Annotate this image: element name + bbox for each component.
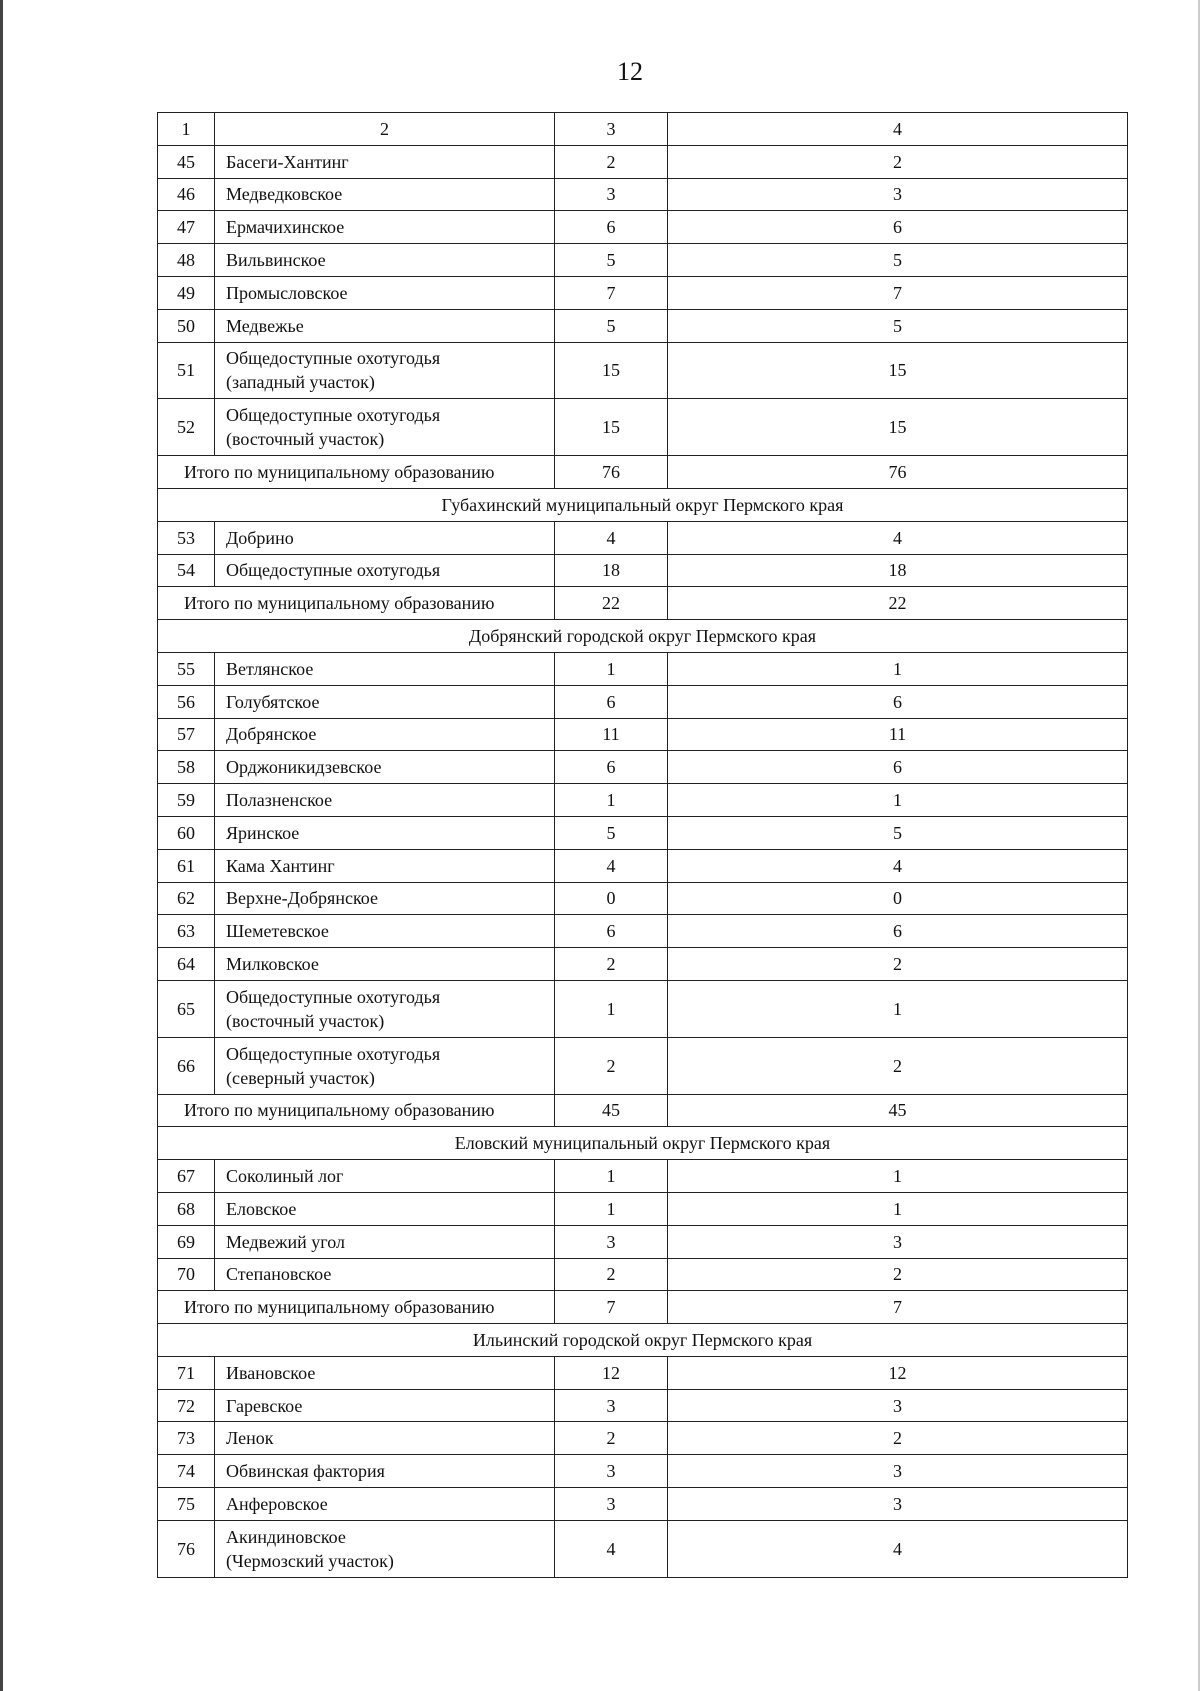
column-4-value: 2	[668, 1258, 1128, 1291]
total-label: Итого по муниципальному образованию	[158, 587, 555, 620]
table-row	[158, 980, 1128, 1037]
table-row	[158, 751, 1128, 784]
hunting-ground-name	[215, 276, 555, 309]
column-4-value: 2	[668, 948, 1128, 981]
table-row	[158, 211, 1128, 244]
table-row	[158, 1037, 1128, 1094]
name-line: Верхне-Добрянское	[226, 888, 378, 909]
name-line: Кама Хантинг	[226, 855, 335, 876]
column-3-value: 3	[555, 1455, 668, 1488]
total-row	[158, 587, 1128, 620]
row-number: 51	[158, 342, 215, 399]
table-row	[158, 554, 1128, 587]
name-line: Ивановское	[226, 1362, 316, 1383]
column-4-value: 1	[668, 1160, 1128, 1193]
name-line: Медвежье	[226, 315, 304, 336]
row-number: 69	[158, 1225, 215, 1258]
row-number: 61	[158, 849, 215, 882]
column-4-value: 4	[668, 1520, 1128, 1577]
row-number: 57	[158, 718, 215, 751]
row-number: 68	[158, 1192, 215, 1225]
column-4-value: 3	[668, 1455, 1128, 1488]
column-3-value: 7	[555, 276, 668, 309]
column-3-value: 3	[555, 178, 668, 211]
name-line: (северный участок)	[226, 1067, 375, 1088]
table-row	[158, 521, 1128, 554]
hunting-ground-name	[215, 1192, 555, 1225]
total-value: 76	[555, 456, 668, 489]
column-4-value: 5	[668, 816, 1128, 849]
name-line: (восточный участок)	[226, 1010, 385, 1031]
row-number: 74	[158, 1455, 215, 1488]
row-number: 62	[158, 882, 215, 915]
hunting-ground-name	[215, 1455, 555, 1488]
column-4-value: 12	[668, 1356, 1128, 1389]
page-number: 12	[617, 57, 643, 86]
total-value: 7	[668, 1291, 1128, 1324]
table-row	[158, 948, 1128, 981]
row-number: 48	[158, 244, 215, 277]
column-3-value: 1	[555, 980, 668, 1037]
section-heading-row	[158, 1127, 1128, 1160]
column-4-value: 5	[668, 309, 1128, 342]
column-3-value: 2	[555, 1258, 668, 1291]
name-line: Общедоступные охотугодья	[226, 560, 441, 581]
hunting-ground-name	[215, 784, 555, 817]
hunting-ground-name	[215, 1225, 555, 1258]
table-row	[158, 309, 1128, 342]
name-line: Яринское	[226, 822, 300, 843]
column-4-value: 15	[668, 342, 1128, 399]
table-row	[158, 652, 1128, 685]
hunting-ground-name	[215, 309, 555, 342]
column-3-value: 5	[555, 816, 668, 849]
table-row	[158, 1488, 1128, 1521]
name-line: Соколиный лог	[226, 1166, 344, 1186]
name-line: Добрино	[226, 527, 294, 548]
column-header: 2	[215, 113, 555, 146]
column-header: 3	[555, 113, 668, 146]
row-number: 66	[158, 1037, 215, 1094]
name-line: Еловское	[226, 1198, 297, 1219]
column-3-value: 1	[555, 1192, 668, 1225]
column-3-value: 6	[555, 751, 668, 784]
name-line: Орджоникидзевское	[226, 757, 382, 778]
hunting-ground-name	[215, 652, 555, 685]
row-number: 52	[158, 399, 215, 456]
column-3-value: 15	[555, 399, 668, 456]
hunting-ground-name	[215, 1258, 555, 1291]
column-3-value: 5	[555, 244, 668, 277]
table-row	[158, 685, 1128, 718]
column-3-value: 1	[555, 652, 668, 685]
column-header: 1	[158, 113, 215, 146]
total-value: 7	[555, 1291, 668, 1324]
table-row	[158, 1422, 1128, 1455]
hunting-ground-name	[215, 1160, 555, 1193]
column-4-value: 3	[668, 1488, 1128, 1521]
name-line: Вильвинское	[226, 250, 326, 271]
table-row	[158, 882, 1128, 915]
row-number: 50	[158, 309, 215, 342]
table-row	[158, 178, 1128, 211]
table-row	[158, 1455, 1128, 1488]
column-3-value: 2	[555, 1037, 668, 1094]
name-line: (восточный участок)	[226, 429, 385, 450]
section-heading: Ильинский городской округ Пермского края	[158, 1324, 1128, 1357]
row-number: 60	[158, 816, 215, 849]
name-line: Общедоступные охотугодья	[226, 348, 441, 369]
column-4-value: 6	[668, 915, 1128, 948]
row-number: 45	[158, 145, 215, 178]
row-number: 47	[158, 211, 215, 244]
total-label: Итого по муниципальному образованию	[158, 456, 555, 489]
hunting-ground-name	[215, 816, 555, 849]
name-line: (Чермозский участок)	[226, 1550, 394, 1571]
column-3-value: 2	[555, 145, 668, 178]
hunting-ground-name	[215, 178, 555, 211]
name-line: Басеги-Хантинг	[226, 151, 349, 172]
hunting-ground-name	[215, 1422, 555, 1455]
total-value: 45	[668, 1094, 1128, 1127]
total-row	[158, 1094, 1128, 1127]
hunting-ground-name	[215, 980, 555, 1037]
column-4-value: 1	[668, 1192, 1128, 1225]
name-line: Гаревское	[226, 1395, 303, 1416]
column-4-value: 3	[668, 1225, 1128, 1258]
name-line: Общедоступные охотугодья	[226, 986, 441, 1007]
total-row	[158, 1291, 1128, 1324]
section-heading-row	[158, 620, 1128, 653]
table-row	[158, 816, 1128, 849]
column-3-value: 4	[555, 521, 668, 554]
section-heading-row	[158, 488, 1128, 521]
row-number: 53	[158, 521, 215, 554]
section-heading-row	[158, 1324, 1128, 1357]
hunting-ground-name	[215, 342, 555, 399]
hunting-grounds-table	[157, 112, 1128, 1578]
column-4-value: 6	[668, 685, 1128, 718]
column-3-value: 6	[555, 915, 668, 948]
table-body	[158, 113, 1128, 1578]
name-line: Ермачихинское	[226, 217, 345, 238]
hunting-ground-name	[215, 1520, 555, 1577]
total-label: Итого по муниципальному образованию	[158, 1094, 555, 1127]
table-row	[158, 1520, 1128, 1577]
hunting-ground-name	[215, 849, 555, 882]
column-3-value: 4	[555, 1520, 668, 1577]
hunting-ground-name	[215, 1037, 555, 1094]
column-4-value: 1	[668, 980, 1128, 1037]
name-line: Общедоступные охотугодья	[226, 405, 441, 426]
table-row	[158, 1389, 1128, 1422]
row-number: 58	[158, 751, 215, 784]
total-value: 22	[668, 587, 1128, 620]
name-line: Добрянское	[226, 724, 317, 745]
row-number: 56	[158, 685, 215, 718]
row-number: 71	[158, 1356, 215, 1389]
hunting-ground-name	[215, 521, 555, 554]
table-row	[158, 145, 1128, 178]
column-4-value: 2	[668, 1422, 1128, 1455]
hunting-ground-name	[215, 751, 555, 784]
row-number: 76	[158, 1520, 215, 1577]
column-3-value: 6	[555, 685, 668, 718]
row-number: 72	[158, 1389, 215, 1422]
hunting-ground-name	[215, 244, 555, 277]
column-3-value: 11	[555, 718, 668, 751]
column-3-value: 2	[555, 1422, 668, 1455]
row-number: 75	[158, 1488, 215, 1521]
column-3-value: 4	[555, 849, 668, 882]
section-heading: Добрянский городской округ Пермского края	[158, 620, 1128, 653]
row-number: 63	[158, 915, 215, 948]
column-3-value: 1	[555, 784, 668, 817]
table-row	[158, 849, 1128, 882]
column-3-value: 15	[555, 342, 668, 399]
name-line: Обвинская фактория	[226, 1461, 385, 1482]
column-4-value: 3	[668, 178, 1128, 211]
name-line: Медведковское	[226, 184, 343, 205]
hunting-ground-name	[215, 145, 555, 178]
name-line: Голубятское	[226, 691, 320, 712]
column-4-value: 2	[668, 1037, 1128, 1094]
table-row	[158, 915, 1128, 948]
column-3-value: 0	[555, 882, 668, 915]
scan-edge-left	[0, 0, 3, 1691]
column-4-value: 6	[668, 751, 1128, 784]
name-line: (западный участок)	[226, 372, 375, 393]
name-line: Ветлянское	[226, 658, 314, 679]
table-row	[158, 399, 1128, 456]
table-row	[158, 342, 1128, 399]
name-line: Милковское	[226, 954, 319, 975]
name-line: Шеметевское	[226, 921, 329, 942]
total-row	[158, 456, 1128, 489]
total-value: 22	[555, 587, 668, 620]
table-row	[158, 1192, 1128, 1225]
hunting-ground-name	[215, 1389, 555, 1422]
hunting-ground-name	[215, 948, 555, 981]
column-4-value: 6	[668, 211, 1128, 244]
row-number: 67	[158, 1160, 215, 1193]
row-number: 73	[158, 1422, 215, 1455]
column-4-value: 4	[668, 849, 1128, 882]
column-3-value: 3	[555, 1389, 668, 1422]
column-4-value: 4	[668, 521, 1128, 554]
hunting-ground-name	[215, 882, 555, 915]
column-3-value: 3	[555, 1225, 668, 1258]
column-3-value: 2	[555, 948, 668, 981]
column-4-value: 1	[668, 784, 1128, 817]
column-4-value: 2	[668, 145, 1128, 178]
column-4-value: 5	[668, 244, 1128, 277]
hunting-ground-name	[215, 554, 555, 587]
column-3-value: 6	[555, 211, 668, 244]
column-3-value: 5	[555, 309, 668, 342]
name-line: Акиндиновское	[226, 1526, 346, 1547]
hunting-ground-name	[215, 718, 555, 751]
row-number: 70	[158, 1258, 215, 1291]
table-row	[158, 784, 1128, 817]
name-line: Полазненское	[226, 790, 333, 811]
column-header: 4	[668, 113, 1128, 146]
row-number: 46	[158, 178, 215, 211]
row-number: 59	[158, 784, 215, 817]
table-row	[158, 1160, 1128, 1193]
table-row	[158, 244, 1128, 277]
table-header-row	[158, 113, 1128, 146]
column-4-value: 0	[668, 882, 1128, 915]
name-line: Степановское	[226, 1264, 332, 1285]
name-line: Анферовское	[226, 1493, 328, 1514]
column-3-value: 12	[555, 1356, 668, 1389]
name-line: Общедоступные охотугодья	[226, 1043, 441, 1064]
total-label: Итого по муниципальному образованию	[158, 1291, 555, 1324]
column-3-value: 1	[555, 1160, 668, 1193]
total-value: 76	[668, 456, 1128, 489]
hunting-ground-name	[215, 915, 555, 948]
section-heading: Еловский муниципальный округ Пермского края	[158, 1127, 1128, 1160]
column-3-value: 3	[555, 1488, 668, 1521]
table-row	[158, 276, 1128, 309]
hunting-ground-name	[215, 211, 555, 244]
row-number: 49	[158, 276, 215, 309]
column-4-value: 7	[668, 276, 1128, 309]
row-number: 54	[158, 554, 215, 587]
column-4-value: 3	[668, 1389, 1128, 1422]
column-3-value: 18	[555, 554, 668, 587]
hunting-ground-name	[215, 685, 555, 718]
column-4-value: 15	[668, 399, 1128, 456]
table-row	[158, 1258, 1128, 1291]
row-number: 65	[158, 980, 215, 1037]
section-heading: Губахинский муниципальный округ Пермского края	[158, 488, 1128, 521]
row-number: 64	[158, 948, 215, 981]
name-line: Ленок	[226, 1428, 274, 1449]
table-row	[158, 718, 1128, 751]
table-row	[158, 1356, 1128, 1389]
row-number: 55	[158, 652, 215, 685]
name-line: Медвежий угол	[226, 1231, 345, 1252]
hunting-ground-name	[215, 1488, 555, 1521]
column-4-value: 18	[668, 554, 1128, 587]
total-value: 45	[555, 1094, 668, 1127]
column-4-value: 1	[668, 652, 1128, 685]
name-line: Промысловское	[226, 282, 348, 303]
hunting-ground-name	[215, 1356, 555, 1389]
column-4-value: 11	[668, 718, 1128, 751]
table-row	[158, 1225, 1128, 1258]
hunting-ground-name	[215, 399, 555, 456]
